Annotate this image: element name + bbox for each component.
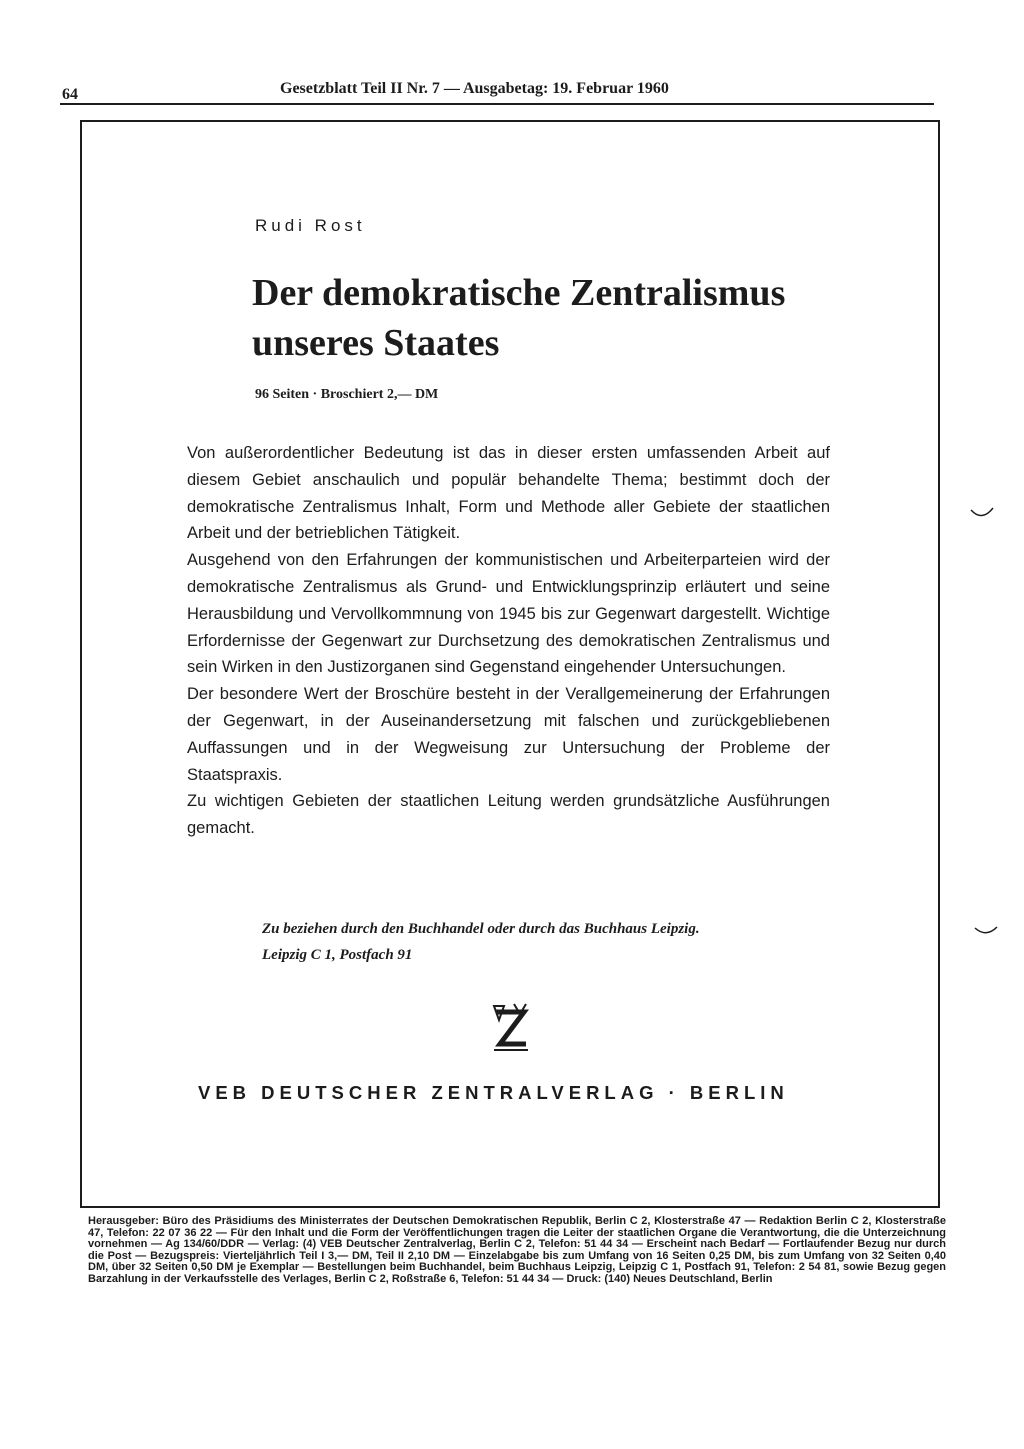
description-paragraph: Ausgehend von den Erfahrungen der kommunistischen und Arbeiterparteien wird der demokratische Zentralismus als Grund- und Entwicklungsprinzip erläutert und seine Herausbildung und Vervollkommnung von 1945 bis zur Gegenwart dargestellt. Wichtige Erfordernisse der Gegenwart zur Durchsetzung des demokratischen Zentralismus und sein Wirken in den Justizorganen sind Gegenstand eingehender Untersuchungen. [187,551,830,677]
book-author: Rudi Rost [255,216,366,235]
order-info-line: Zu beziehen durch den Buchhandel oder durch das Buchhaus Leipzig. [262,921,700,937]
book-title: Der demokratische Zentralismus unseres Staates [252,272,786,364]
header-rule [60,103,934,105]
margin-mark-icon [974,924,998,938]
book-details: 96 Seiten · Broschiert 2,— DM [255,387,439,402]
running-head: Gesetzblatt Teil II Nr. 7 — Ausgabetag: 19. Februar 1960 [280,80,669,97]
order-info-line: Leipzig C 1, Postfach 91 [262,947,413,963]
imprint-text: Herausgeber: Büro des Präsidiums des Ministerrates der Deutschen Demokratischen Republik, Berlin C 2, Klosterstraße 47 — Redaktion Berlin C 2, Klosterstraße 47, Telefon: 22 07 36 22 — Für den Inhalt und die Form der Veröffentlichungen tragen die Leiter der staatlichen Organe die Verantwortung, die die Unterzeichnung vornehmen — Ag 134/60/DDR — Verlag: (4) VEB Deutscher Zentralverlag, Berlin C 2, Telefon: 51 44 34 — Erscheint nach Bedarf — Fortlaufender Bezug nur durch die Post — Bezugspreis: Vierteljährlich Teil I 3,— DM, Teil II 2,10 DM — Einzelabgabe bis zum Umfang von 16 Seiten 0,25 DM, bis zum Umfang von 32 Seiten 0,40 DM, über 32 Seiten 0,50 DM je Exemplar — Bestellungen beim Buchhandel, beim Buchhaus Leipzig, Leipzig C 1, Postfach 91, Telefon: 2 54 81, sowie Bezug gegen Barzahlung in der Verkaufsstelle des Verlages, Berlin C 2, Roßstraße 6, Telefon: 51 44 34 — Druck: (140) Neues Deutschland, Berlin [88,1215,946,1285]
publisher-name: VEB DEUTSCHER ZENTRALVERLAG · BERLIN [198,1082,789,1103]
description-paragraph: Zu wichtigen Gebieten der staatlichen Leitung werden grundsätzliche Ausführungen gemacht. [187,792,830,838]
publisher-logo-icon [486,1000,534,1056]
description-paragraph: Der besondere Wert der Broschüre besteht in der Verallgemeinerung der Erfahrungen der Gegenwart, in der Auseinandersetzung mit falschen und zurückgebliebenen Auffassungen und in der Wegweisung zur Untersuchung der Probleme der Staatspraxis. [187,685,830,784]
book-description [187,440,830,842]
margin-mark-icon [970,506,994,520]
description-paragraph: Von außerordentlicher Bedeutung ist das in dieser ersten umfassenden Arbeit auf diesem Gebiet anschaulich und populär behandelte Thema; bestimmt doch der demokratische Zentralismus Inhalt, Form und Methode aller Gebiete der staatlichen Arbeit und der betrieblichen Tätigkeit. [187,444,830,543]
page-number: 64 [62,86,78,103]
order-info [262,916,832,968]
